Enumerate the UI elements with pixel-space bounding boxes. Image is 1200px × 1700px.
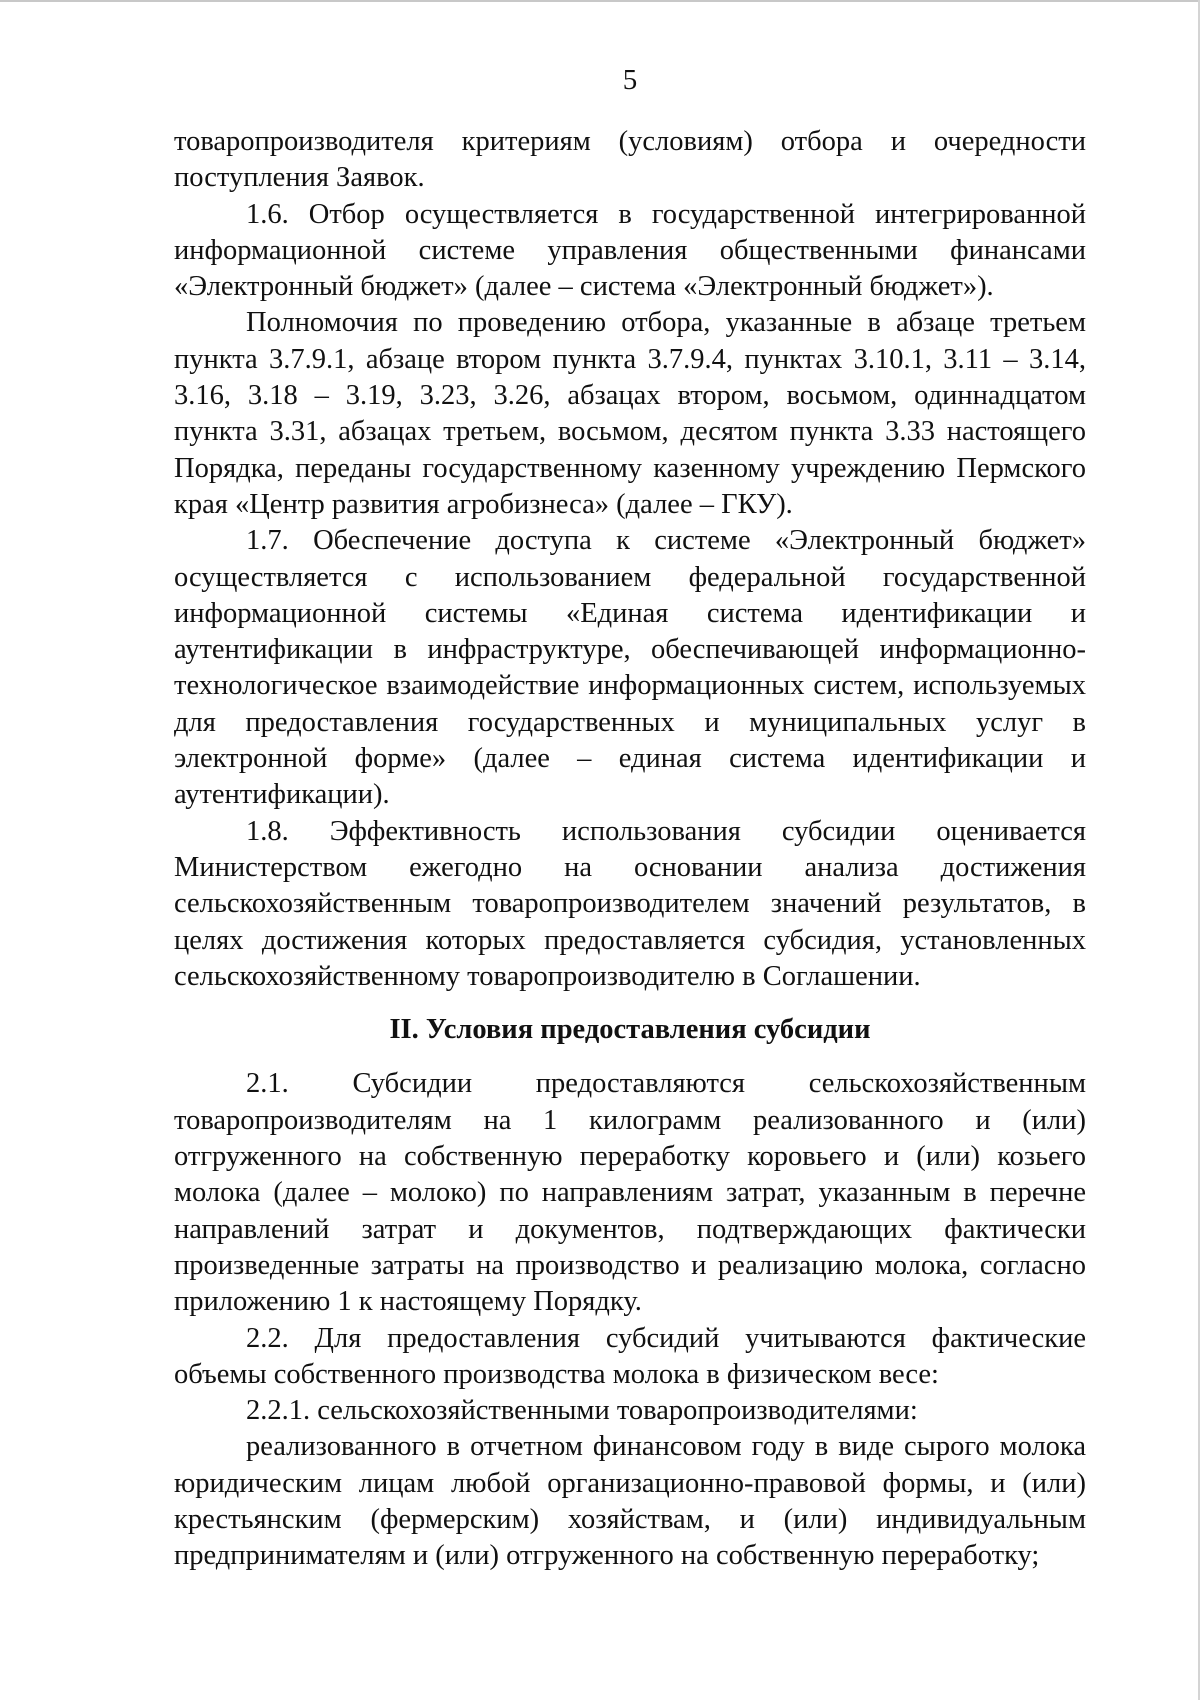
section-heading: II. Условия предоставления субсидии: [389, 1014, 871, 1046]
page-number: 5: [622, 64, 638, 96]
document-body: [174, 124, 1086, 1575]
paragraph-1-8: 1.8. Эффективность использования субсидии оценивается Министерством ежегодно на основании анализа достижения сельскохозяйственным товаропроизводителем значений результатов, в целях достижения которых предоставляется субсидия, установленных сельскохозяйственному товаропроизводителю в Соглашении.: [174, 815, 1086, 992]
paragraph-2-2: 2.2. Для предоставления субсидий учитываются фактические объемы собственного производства молока в физическом весе:: [174, 1322, 1086, 1390]
paragraph-1-7: 1.7. Обеспечение доступа к системе «Электронный бюджет» осуществляется с использованием федеральной государственной информационной системы «Единая система идентификации и аутентификации в инфраструктуре, обеспечивающей информационно-технологическое взаимодействие информационных систем, используемых для предоставления государственных и муниципальных услуг в электронной форме» (далее – единая система идентификации и аутентификации).: [174, 525, 1086, 811]
paragraph-continuation: товаропроизводителя критериям (условиям) отбора и очередности поступления Заявок.: [174, 126, 1086, 194]
paragraph-2-2-1: 2.2.1. сельскохозяйственными товаропроизводителями:: [246, 1395, 918, 1427]
scan-edge-top: [0, 0, 1200, 2]
paragraph-2-1: 2.1. Субсидии предоставляются сельскохозяйственным товаропроизводителям на 1 килограмм реализованного и (или) отгруженного на собственную переработку коровьего и (или) козьего молока (далее – молоко) по направлениям затрат, указанным в перечне направлений затрат и документов, подтверждающих фактически произведенные затраты на производство и реализацию молока, согласно приложению 1 к настоящему Порядку.: [174, 1068, 1086, 1318]
paragraph-realized-milk: реализованного в отчетном финансовом году в виде сырого молока юридическим лицам любой организационно-правовой формы, и (или) крестьянским (фермерским) хозяйствам, и (или) индивидуальным предпринимателям и (или) отгруженного на собственную переработку;: [174, 1431, 1086, 1572]
paragraph-1-6: 1.6. Отбор осуществляется в государственной интегрированной информационной системе управления общественными финансами «Электронный бюджет» (далее – система «Электронный бюджет»).: [174, 198, 1086, 303]
paragraph-authority: Полномочия по проведению отбора, указанные в абзаце третьем пункта 3.7.9.1, абзаце втором пункта 3.7.9.4, пунктах 3.10.1, 3.11 – 3.14, 3.16, 3.18 – 3.19, 3.23, 3.26, абзацах втором, восьмом, одиннадцатом пункта 3.31, абзацах третьем, восьмом, десятом пункта 3.33 настоящего Порядка, переданы государственному казенному учреждению Пермского края «Центр развития агробизнеса» (далее – ГКУ).: [174, 307, 1086, 520]
